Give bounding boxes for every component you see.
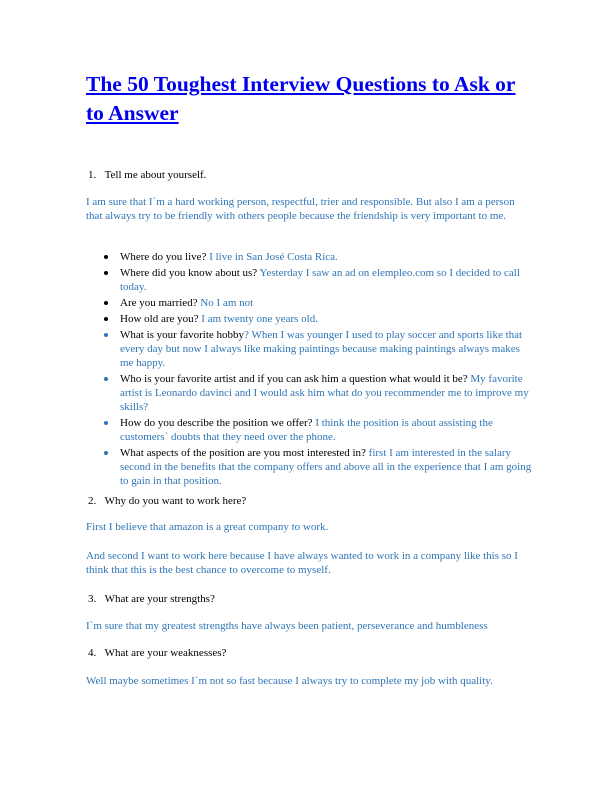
question-text: Tell me about yourself. [104,169,207,181]
answer-2b: And second I want to work here because I have always wanted to work in a company like this so I think that this is the best chance to overcome to myself. [86,550,518,576]
question-text: Why do you want to work here? [104,495,247,507]
bullet-icon [104,333,108,337]
list-item: Where do you live? I live in San José Costa Rica. [104,250,532,264]
answer-2a: First I believe that amazon is a great company to work. [86,521,329,533]
bullet-icon [104,377,108,381]
question-number: 4. [88,647,97,659]
bullet-icon [104,421,108,425]
bullet-icon [104,255,108,259]
list-item: What aspects of the position are you most interested in? first I am interested in the salary second in the benefits that the company offers and above all in the experience that I am going to gain in that position. [104,446,532,488]
answer-3: I`m sure that my greatest strengths have always been patient, perseverance and humbleness [86,620,488,632]
list-item: What is your favorite hobby? When I was younger I used to play soccer and sports like that every day but now I always like making paintings because making paintings always makes me happy. [104,328,532,370]
list-item: Where did you know about us? Yesterday I saw an ad on elempleo.com so I decided to call today. [104,266,532,294]
question-4 [88,646,226,660]
list-item: Who is your favorite artist and if you can ask him a question what would it be? My favorite artist is Leonardo davinci and I would ask him what do you recommender me to improve my skills? [104,372,532,414]
list-item: How do you describe the position we offer? I think the position is about assisting the customers` doubts that they need over the phone. [104,416,532,444]
question-number: 3. [88,593,97,605]
question-number: 1. [88,169,97,181]
question-2 [88,494,246,508]
question-text: What are your weaknesses? [104,647,227,659]
question-number: 2. [88,495,97,507]
question-text: What are your strengths? [104,593,215,605]
page-title[interactable]: The 50 Toughest Interview Questions to Ask or to Answer [86,72,516,125]
list-item: Are you married? No I am not [104,296,532,310]
bullet-icon [104,271,108,275]
list-item: How old are you? I am twenty one years old. [104,312,532,326]
bullet-icon [104,301,108,305]
bullet-icon [104,317,108,321]
question-1 [88,168,206,182]
answer-1: I am sure that I`m a hard working person, respectful, trier and responsible. But also I am a person that always try to be friendly with others people because the friendship is very important to me. [86,196,515,222]
bullet-icon [104,451,108,455]
question-1-bullet-list [104,250,532,490]
answer-4: Well maybe sometimes I`m not so fast because I always try to complete my job with quality. [86,675,493,687]
question-3 [88,592,215,606]
